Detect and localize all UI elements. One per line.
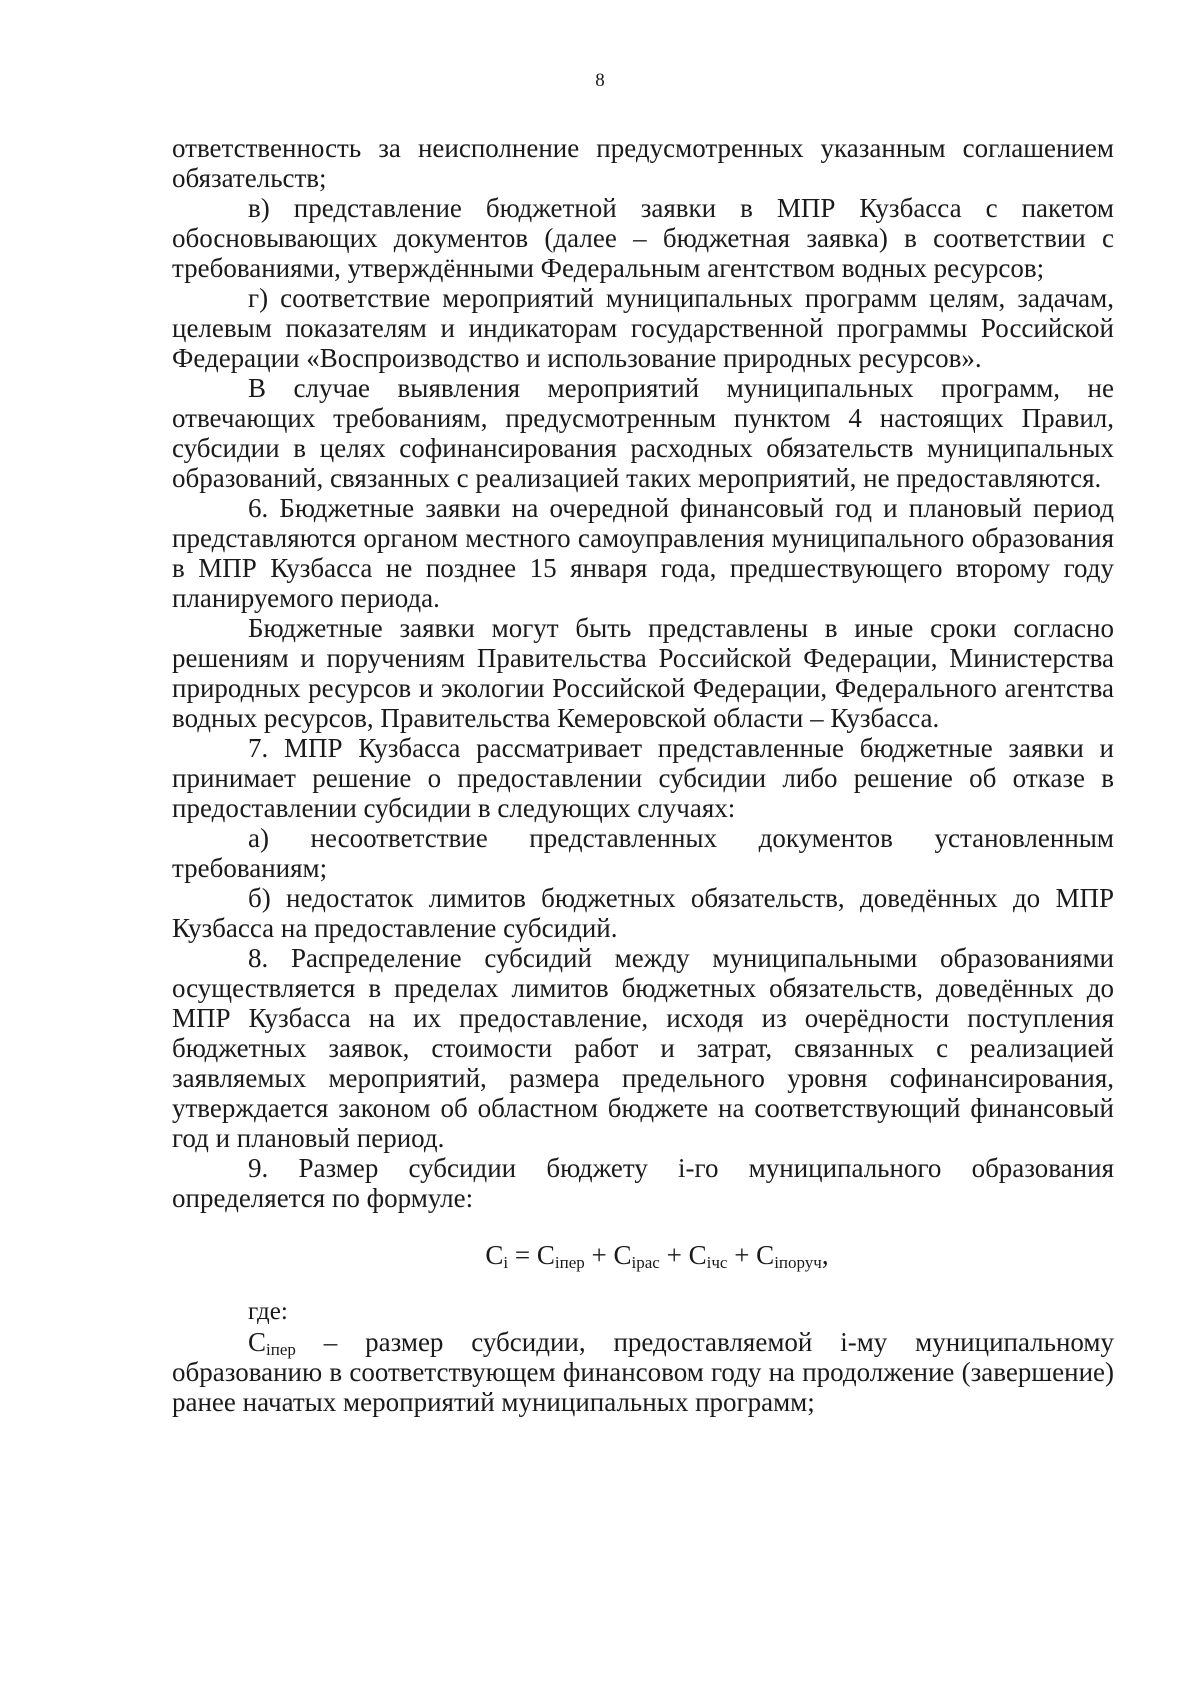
- formula-term: C: [613, 1240, 632, 1270]
- definition-symbol-subscript: iпер: [266, 1340, 296, 1359]
- definition-paragraph: [172, 1327, 1114, 1417]
- definition-text: – размер субсидии, предоставляемой i-му муниципальному образованию в соответствующем финансовом году на продолжение (завершение) ранее начатых мероприятий муниципальных программ;: [172, 1327, 1114, 1417]
- subsidy-formula: [172, 1233, 1114, 1277]
- paragraph-item-g: г) соответствие мероприятий муниципальных программ целям, задачам, целевым показателям и индикаторам государственной программы Российской Федерации «Воспроизводство и использование природных ресурсов».: [172, 283, 1114, 373]
- paragraph-clause-7: 7. МПР Кузбасса рассматривает представленные бюджетные заявки и принимает решение о предоставлении субсидии либо решение об отказе в предоставлении субсидии в следующих случаях:: [172, 733, 1114, 823]
- document-body: [172, 133, 1114, 1417]
- formula-lhs: C: [485, 1240, 504, 1270]
- paragraph-clause-8: 8. Распределение субсидий между муниципальными образованиями осуществляется в пределах лимитов бюджетных обязательств, доведённых до МПР Кузбасса на их предоставление, исходя из очерёдности поступления бюджетных заявок, стоимости работ и затрат, связанных с реализацией заявляемых мероприятий, размера предельного уровня софинансирования, утверждается законом об областном бюджете на соответствующий финансовый год и плановый период.: [172, 943, 1114, 1153]
- formula-plus: +: [584, 1240, 614, 1270]
- paragraph-item-a: а) несоответствие представленных документов установленным требованиям;: [172, 823, 1114, 883]
- formula-term-subscript: iпоруч: [774, 1253, 822, 1272]
- paragraph: В случае выявления мероприятий муниципальных программ, не отвечающих требованиям, предусмотренным пунктом 4 настоящих Правил, субсидии в целях софинансирования расходных обязательств муниципальных образований, связанных с реализацией таких мероприятий, не предоставляются.: [172, 373, 1114, 493]
- formula-term-subscript: iпер: [554, 1253, 585, 1272]
- formula-tail: ,: [821, 1240, 829, 1270]
- paragraph-clause-6: 6. Бюджетные заявки на очередной финансовый год и плановый период представляются органом местного самоуправления муниципального образования в МПР Кузбасса не позднее 15 января года, предшествующего второму году планируемого периода.: [172, 493, 1114, 613]
- formula-equals: =: [508, 1240, 537, 1270]
- formula-plus: +: [659, 1240, 689, 1270]
- formula-plus: +: [727, 1240, 757, 1270]
- definition-symbol: C: [248, 1327, 267, 1357]
- formula-term: C: [536, 1240, 555, 1270]
- paragraph-item-v: в) представление бюджетной заявки в МПР Кузбасса с пакетом обосновывающих документов (далее – бюджетная заявка) в соответствии с требованиями, утверждёнными Федеральным агентством водных ресурсов;: [172, 193, 1114, 283]
- formula-term-subscript: iчс: [706, 1253, 728, 1272]
- where-label: где:: [248, 1298, 288, 1325]
- formula-term-subscript: iрас: [631, 1253, 660, 1272]
- formula-term: C: [756, 1240, 775, 1270]
- paragraph: ответственность за неисполнение предусмотренных указанным соглашением обязательств;: [172, 133, 1114, 193]
- formula-term: C: [688, 1240, 707, 1270]
- paragraph-item-b: б) недостаток лимитов бюджетных обязательств, доведённых до МПР Кузбасса на предоставление субсидий.: [172, 883, 1114, 943]
- formula-lhs-subscript: i: [503, 1253, 509, 1272]
- paragraph: Бюджетные заявки могут быть представлены в иные сроки согласно решениям и поручениям Правительства Российской Федерации, Министерства природных ресурсов и экологии Российской Федерации, Федерального агентства водных ресурсов, Правительства Кемеровской области – Кузбасса.: [172, 613, 1114, 733]
- page-number: 8: [595, 70, 605, 91]
- paragraph-clause-9: 9. Размер субсидии бюджету i-го муниципального образования определяется по формуле:: [172, 1153, 1114, 1213]
